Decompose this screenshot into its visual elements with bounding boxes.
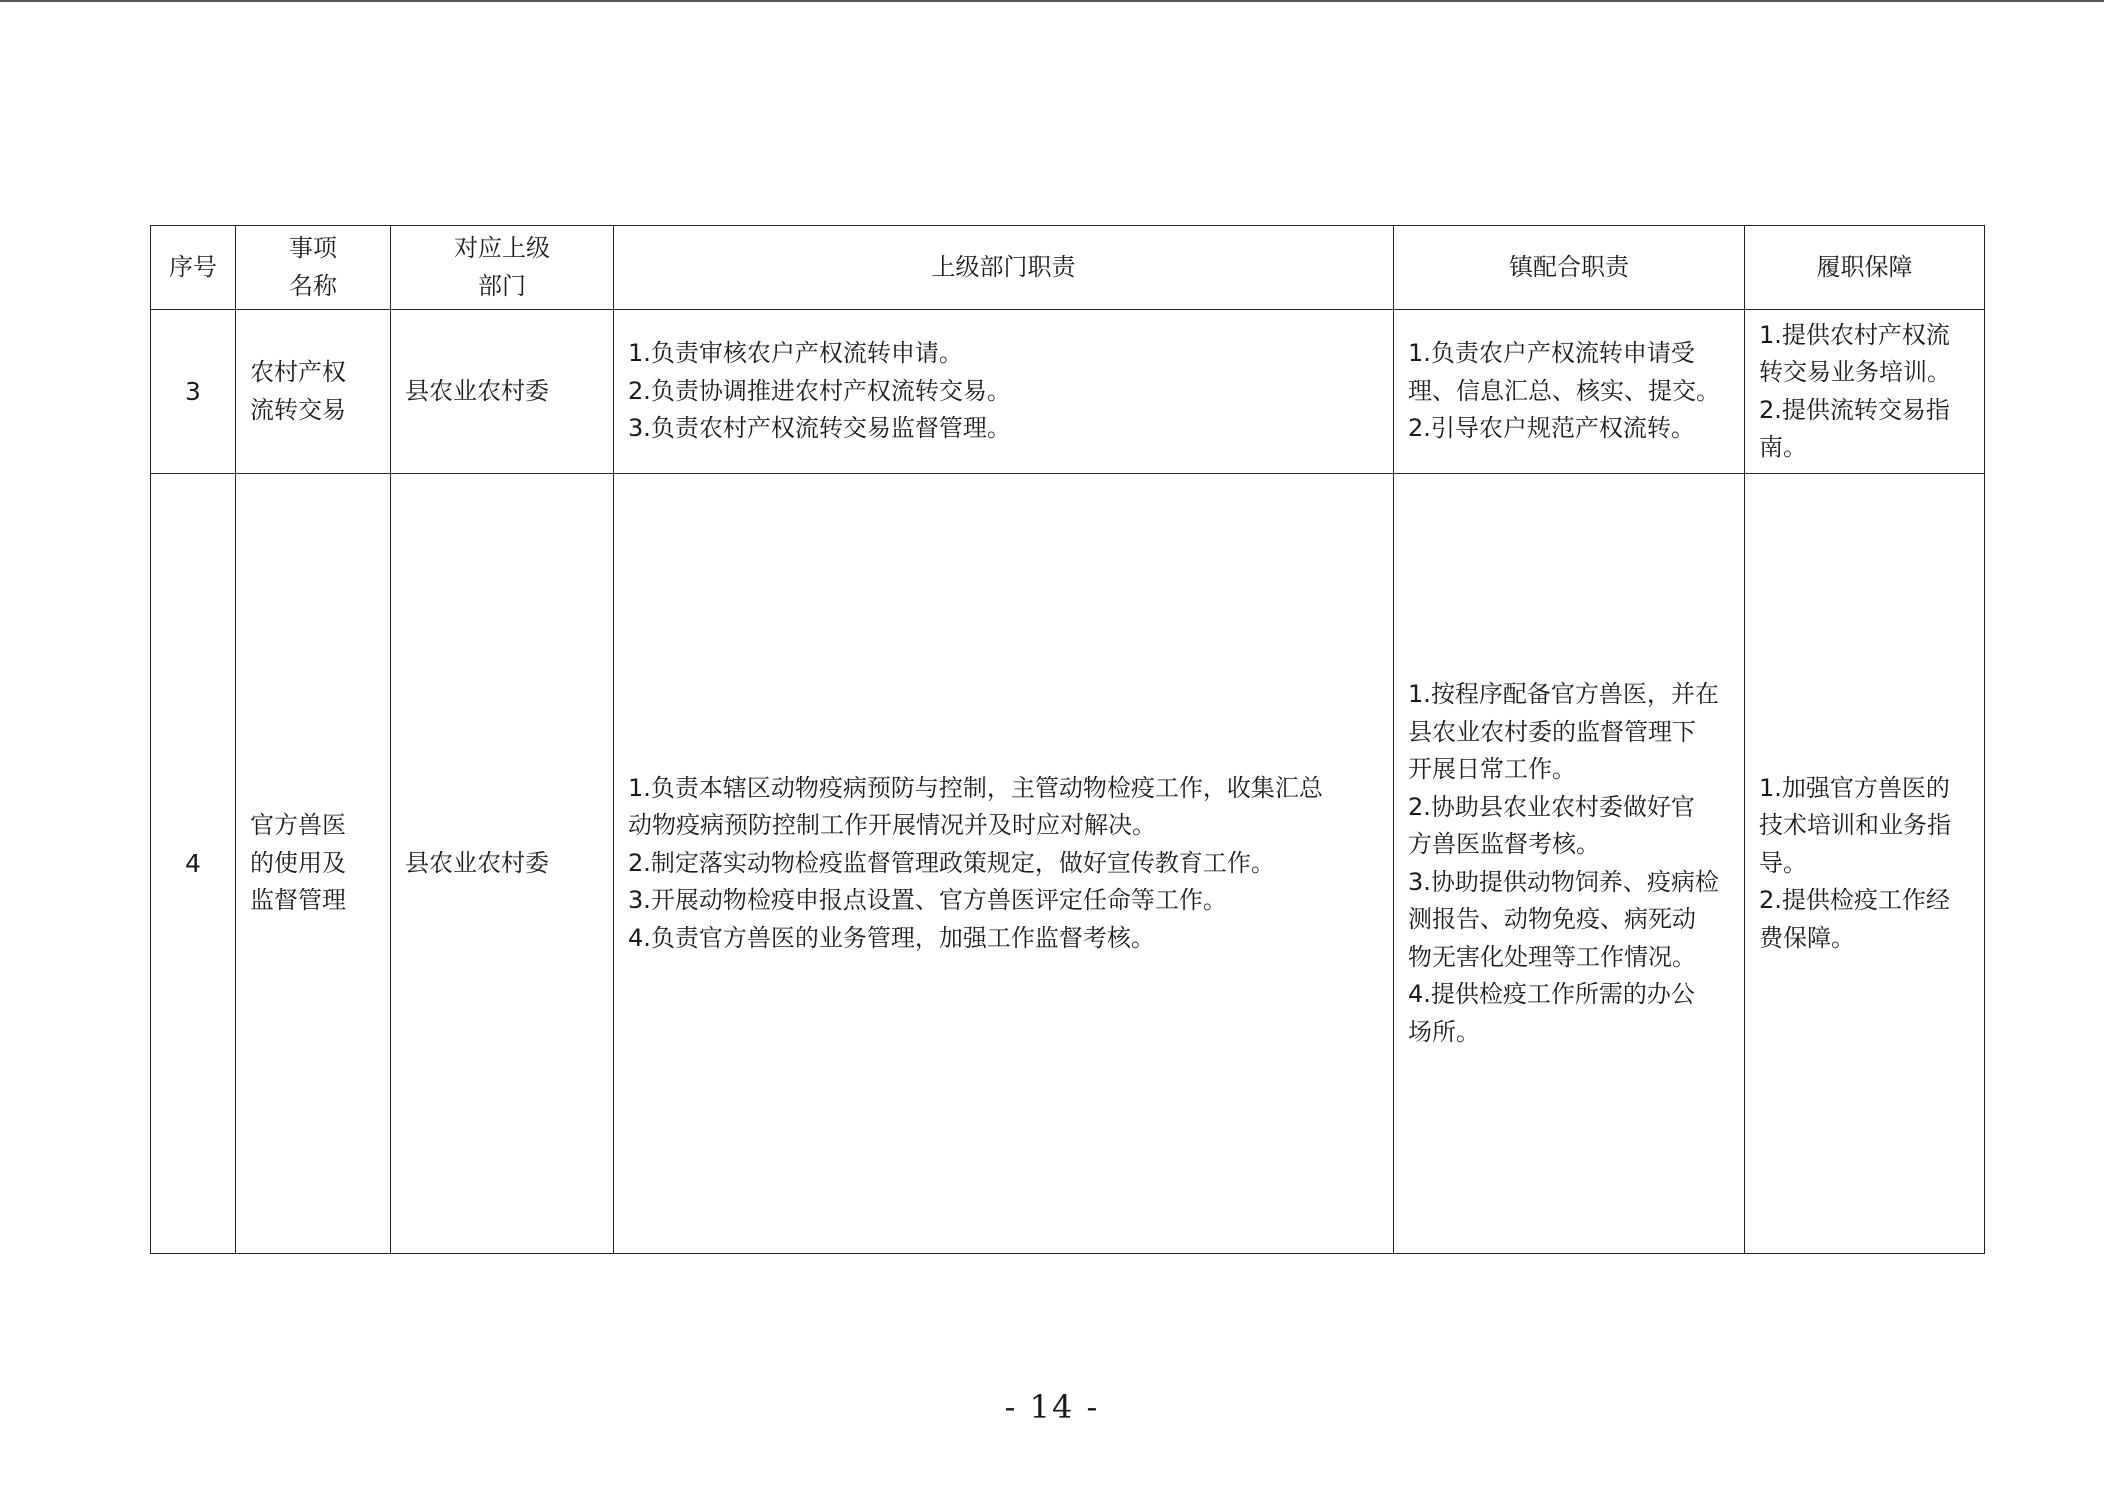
cell-superior-duties: 1.负责本辖区动物疫病预防与控制，主管动物检疫工作，收集汇总 动物疫病预防控制工作开展情况并及时应对解决。 2.制定落实动物检疫监督管理政策规定，做好宣传教育工作。 3.开展动物检疫申报点设置、官方兽医评定任命等工作。 4.负责官方兽医的业务管理，加强工作监督考核。 <box>614 474 1394 1254</box>
table-header-row <box>151 226 1985 310</box>
cell-superior-duties: 1.负责审核农户产权流转申请。 2.负责协调推进农村产权流转交易。 3.负责农村产权流转交易监督管理。 <box>614 310 1394 474</box>
header-superior-dept: 对应上级 部门 <box>391 226 614 310</box>
duty-table <box>150 225 1985 1254</box>
cell-town-duties: 1.按程序配备官方兽医，并在 县农业农村委的监督管理下 开展日常工作。 2.协助县农业农村委做好官 方兽医监督考核。 3.协助提供动物饲养、疫病检 测报告、动物免疫、病死动 物无害化处理等工作情况。 4.提供检疫工作所需的办公 场所。 <box>1394 474 1745 1254</box>
cell-serial: 4 <box>151 474 236 1254</box>
header-item-name: 事项 名称 <box>236 226 391 310</box>
cell-town-duties: 1.负责农户产权流转申请受 理、信息汇总、核实、提交。 2.引导农户规范产权流转。 <box>1394 310 1745 474</box>
table-row <box>151 310 1985 474</box>
top-border-rule <box>0 0 2104 2</box>
cell-superior-dept: 县农业农村委 <box>391 474 614 1254</box>
cell-serial: 3 <box>151 310 236 474</box>
table-row <box>151 474 1985 1254</box>
header-guarantee: 履职保障 <box>1745 226 1985 310</box>
cell-guarantee: 1.提供农村产权流 转交易业务培训。 2.提供流转交易指 南。 <box>1745 310 1985 474</box>
cell-superior-dept: 县农业农村委 <box>391 310 614 474</box>
page-number: - 14 - <box>1004 1388 1100 1426</box>
header-town-duties: 镇配合职责 <box>1394 226 1745 310</box>
cell-guarantee: 1.加强官方兽医的 技术培训和业务指 导。 2.提供检疫工作经 费保障。 <box>1745 474 1985 1254</box>
header-serial: 序号 <box>151 226 236 310</box>
cell-item-name: 官方兽医 的使用及 监督管理 <box>236 474 391 1254</box>
cell-item-name: 农村产权 流转交易 <box>236 310 391 474</box>
header-superior-duties: 上级部门职责 <box>614 226 1394 310</box>
